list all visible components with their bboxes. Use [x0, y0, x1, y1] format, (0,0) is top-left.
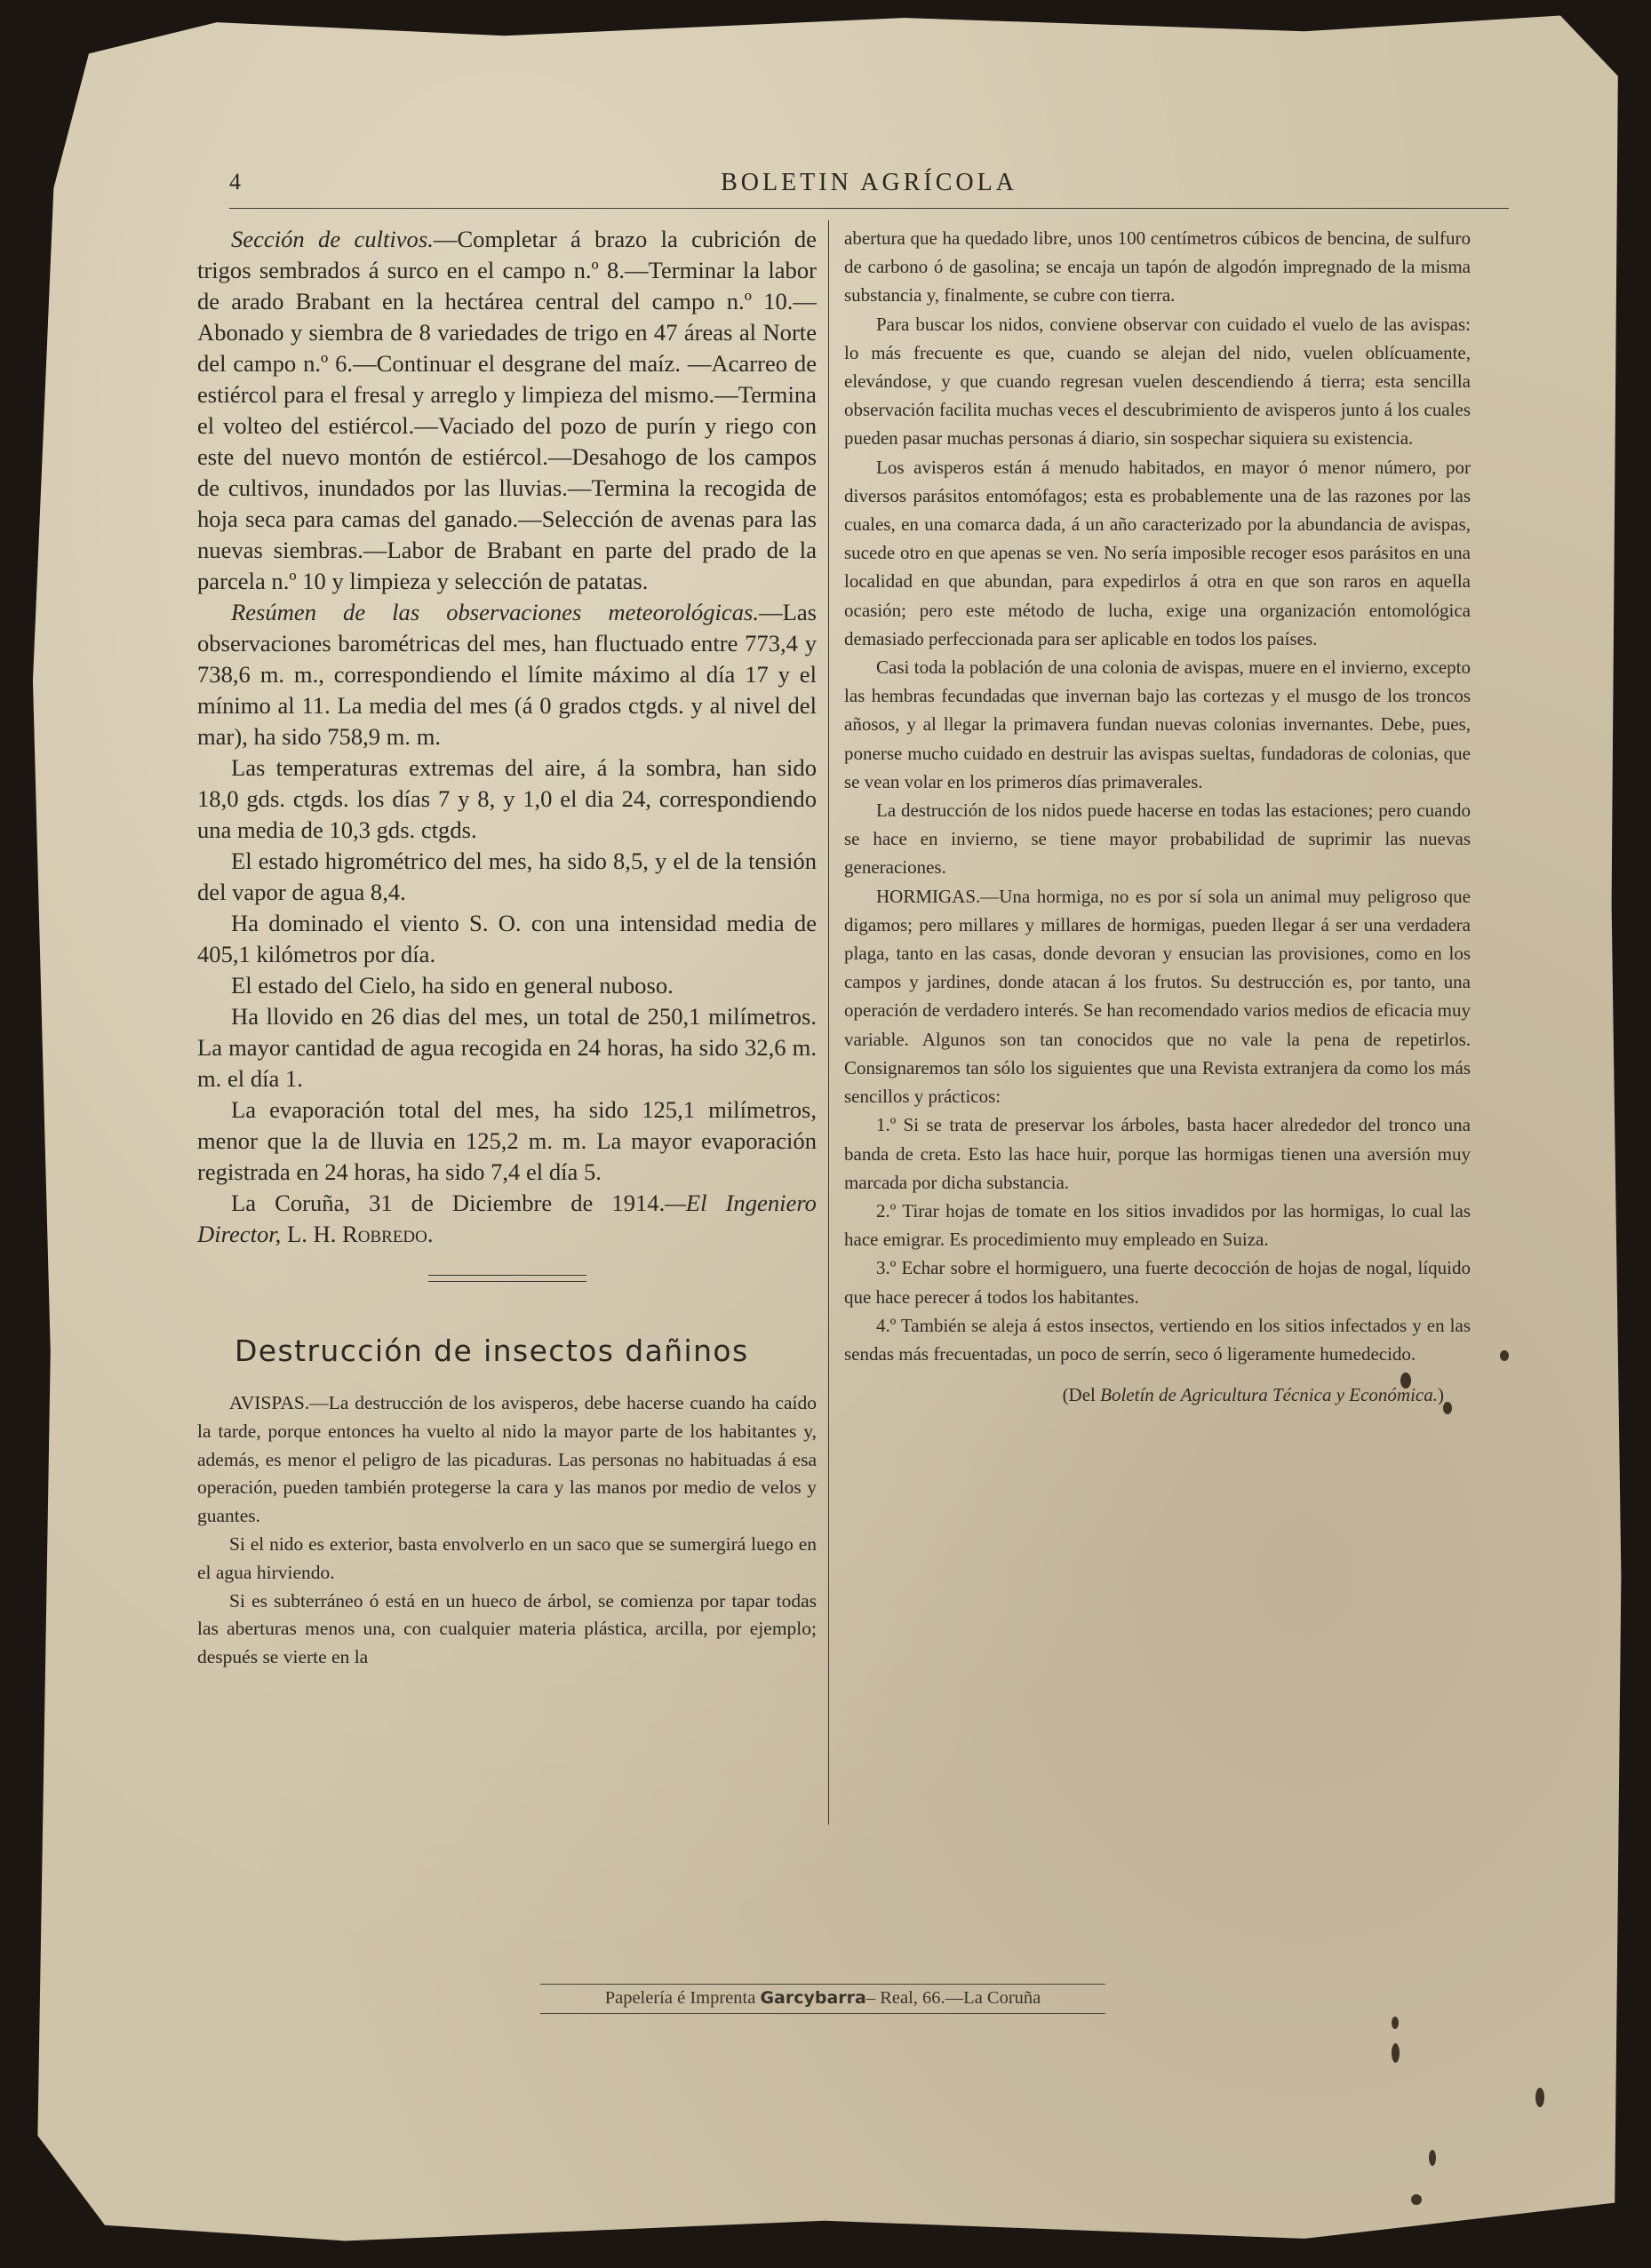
paragraph-lluvia: Ha llovido en 26 dias del mes, un total de 250,1 milímetros. La mayor cantidad de agua recogida en 24 horas, ha sido 32,6 m. m. el día 1. — [197, 1003, 817, 1092]
ink-stain — [1411, 2194, 1422, 2205]
paragraph-label: Resúmen de las observaciones meteorológicas. — [231, 599, 759, 625]
paragraph-viento: Ha dominado el viento S. O. con una intensidad media de 405,1 kilómetros por día. — [197, 910, 817, 967]
paragraph-cultivos — [197, 224, 817, 597]
paragraph-colonias: Casi toda la población de una colonia de avispas, muere en el invierno, excepto las hembras fecundadas que invernan bajo las cortezas y el musgo de los troncos añosos, y al llegar la primavera fundan nuevas colonias invernantes. Debe, pues, ponerse mucho cuidado en destruir las avispas sueltas, fundadoras de colonias, que se vean volar en los primeros días primaverales. — [844, 657, 1471, 792]
paragraph-text: —La destrucción de los avisperos, debe hacerse cuando ha caído la tarde, porque entonces ha vuelto al nido la mayor parte de los habitantes y, además, es menor el peligro de las picaduras. Las personas no habituadas á esa operación, pueden también protegerse la cara y las manos por medio de velos y guantes. — [197, 1392, 817, 1527]
imprint-prefix: Papelería é Imprenta — [604, 1988, 761, 2008]
paragraph-parasitos: Los avisperos están á menudo habitados, en mayor ó menor número, por diversos parásitos entomófagos; esta es probablemente una de las razones por las cuales, en una comarca dada, á un año caracterizado por la abundancia de avispas, sucede otro en que apenas se ven. No sería imposible recoger esos parásitos en una localidad en que abundan, para expedirlos á otra en que son raros en aquella ocasión; pero este método de lucha, exige una organización entomológica demasiado perfeccionada para ser aplicable en todos los países. — [844, 456, 1471, 649]
source-citation — [844, 1384, 1471, 1406]
citation-suffix: ) — [1438, 1384, 1444, 1406]
paragraph-buscar-nidos: Para buscar los nidos, conviene observar con cuidado el vuelo de las avispas: lo más frecuente es que, cuando se alejan del nido, vuelen oblícuamente, elevándose, y que cuando regresan vuelen descendiendo á tierra; esta sencilla observación facilita muchas veces el descubrimiento de avisperos junto á los cuales pueden pasar muchas personas á diario, sin sospechar siquiera su existencia. — [844, 313, 1471, 450]
ink-stain — [1392, 2043, 1400, 2063]
right-column — [844, 224, 1471, 1425]
paragraph-evaporacion: La evaporación total del mes, ha sido 125,1 milímetros, menor que la de lluvia en 125,2 m. m. La mayor evaporación registrada en 24 horas, ha sido 7,4 el día 5. — [197, 1096, 817, 1185]
signature-place: La Coruña, 31 de Diciembre de 1914. — [231, 1190, 666, 1216]
list-item: 4.º También se aleja á estos insectos, vertiendo en los sitios infectados y en las sendas más frecuentadas, un poco de serrín, seco ó ligeramente humedecido. — [844, 1314, 1471, 1365]
paragraph-nido-exterior: Si el nido es exterior, basta envolverlo en un saco que se sumergirá luego en el agua hirviendo. — [197, 1532, 817, 1583]
paragraph-higrometrico: El estado higrométrico del mes, ha sido 8,5, y el de la tensión del vapor de agua 8,4. — [197, 848, 817, 905]
section-separator — [428, 1275, 586, 1282]
header-rule — [229, 208, 1509, 209]
signature-role: —El Ingeniero Director, — [197, 1190, 817, 1247]
column-divider — [828, 220, 829, 1825]
paragraph-label: HORMIGAS. — [876, 885, 981, 907]
paragraph-text: —Una hormiga, no es por sí sola un animal muy peligroso que digamos; pero millares y millares de hormigas, pueden llegar á ser una verdadera plaga, tanto en las casas, donde devoran y ensucian las provisiones, como en los campos y jardines, donde atacan á los frutos. Su destrucción es, por tanto, una operación de verdadero interés. Se han recomendado varios medios de eficacia muy variable. Algunos son tan conocidos que no vale la pena de repetirlos. Consignaremos tan sólo los siguientes que una Revista extranjera da como los más sencillos y prácticos: — [844, 885, 1471, 1108]
ink-stain — [1429, 2150, 1436, 2166]
paragraph-text: —Completar á brazo la cubrición de trigos sembrados á surco en el campo n.º 8.—Terminar la labor de arado Brabant en la hectárea central del campo n.º 10.—Abonado y siembra de 8 variedades de trigo en 47 áreas al Norte del campo n.º 6.—Continuar el desgrane del maíz. —Acarreo de estiércol para el fresal y arreglo y limpieza del mismo.—Termina el volteo del estiércol.—Vaciado del pozo de purín y riego con este del nuevo montón de estiércol.—Desahogo de los campos de cultivos, inundados por las lluvias.—Termina la recogida de hoja seca para camas del ganado.—Selección de avenas para las nuevas siembras.—Labor de Brabant en parte del prado de la parcela n.º 10 y limpieza y selección de patatas. — [197, 226, 817, 594]
page-header — [229, 169, 1509, 204]
imprint-brand: Garcybarra — [760, 1988, 866, 2008]
imprint-address: – Real, 66.—La Coruña — [865, 1988, 1041, 2008]
paragraph-continuation: abertura que ha quedado libre, unos 100 centímetros cúbicos de bencina, de sulfuro de carbono ó de gasolina; se encaja un tapón de algodón impregnado de la misma substancia y, finalmente, se cubre con tierra. — [844, 227, 1471, 306]
paragraph-hormigas — [844, 882, 1471, 1111]
paragraph-avispas — [197, 1389, 817, 1531]
paragraph-cielo: El estado del Cielo, ha sido en general nuboso. — [231, 972, 674, 999]
paragraph-meteorologia — [197, 597, 817, 752]
ink-stain — [1500, 1350, 1509, 1361]
signature — [197, 1188, 817, 1250]
list-item: 1.º Si se trata de preservar los árboles, basta hacer alrededor del tronco una banda de creta. Esto las hace huir, porque las hormigas tienen una aversión muy marcada por dicha substancia. — [844, 1114, 1471, 1193]
list-item: 2.º Tirar hojas de tomate en los sitios invadidos por las hormigas, lo cual las hace emigrar. Es procedimiento muy empleado en Suiza. — [844, 1199, 1471, 1251]
ink-stain — [1392, 2017, 1399, 2029]
paragraph-temperaturas: Las temperaturas extremas del aire, á la sombra, han sido 18,0 gds. ctgds. los días 7 y 8, y 1,0 el dia 24, correspondiendo una media de 10,3 gds. ctgds. — [197, 754, 817, 843]
signature-name: L. H. Robredo. — [286, 1221, 434, 1247]
paragraph-destruccion-nidos: La destrucción de los nidos puede hacerse en todas las estaciones; pero cuando se hace en invierno, se tiene mayor probabilidad de suprimir las nuevas generaciones. — [844, 800, 1471, 879]
journal-title: BOLETIN AGRÍCOLA — [721, 169, 1017, 196]
section-title: Destrucción de insectos dañinos — [235, 1333, 749, 1368]
citation-prefix: (Del — [1062, 1384, 1101, 1406]
printer-imprint — [540, 1984, 1105, 2014]
left-column — [197, 224, 817, 1672]
paragraph-label: AVISPAS. — [229, 1392, 310, 1413]
page-number: 4 — [229, 169, 243, 195]
paragraph-text: —Las observaciones barométricas del mes, han fluctuado entre 773,4 y 738,6 m. m., correspondiendo el límite máximo al día 17 y el mínimo al 11. La media del mes (á 0 grados ctgds. y al nivel del mar), ha sido 758,9 m. m. — [197, 599, 817, 750]
paragraph-label: Sección de cultivos. — [231, 226, 434, 252]
paragraph-nido-subterraneo: Si es subterráneo ó está en un hueco de árbol, se comienza por tapar todas las aberturas menos una, con cualquier materia plástica, arcilla, por ejemplo; después se vierte en la — [197, 1589, 817, 1668]
list-item: 3.º Echar sobre el hormiguero, una fuerte decocción de hojas de nogal, líquido que hace perecer á todos los habitantes. — [844, 1257, 1471, 1308]
citation-title: Boletín de Agricultura Técnica y Económica. — [1100, 1384, 1438, 1406]
ink-stain — [1535, 2088, 1544, 2107]
